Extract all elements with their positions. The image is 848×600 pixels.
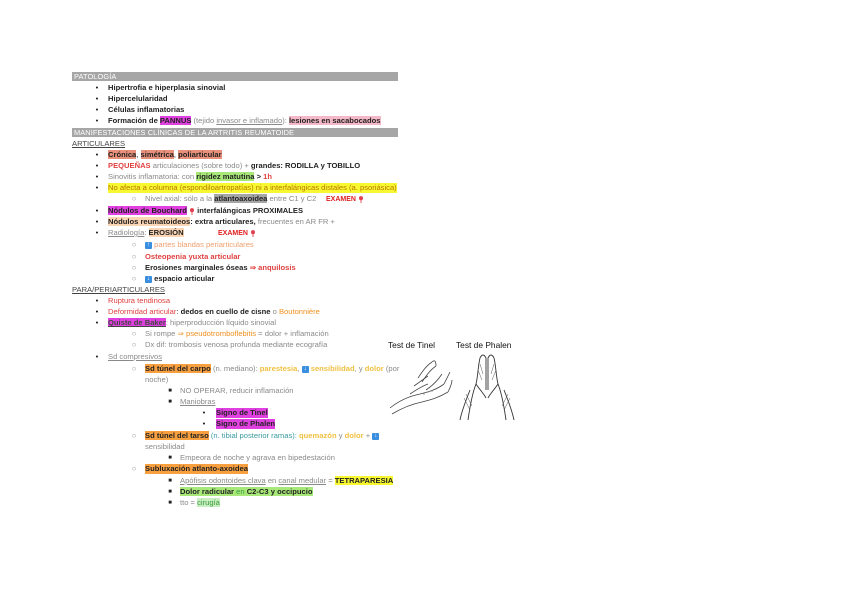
text-run: clava bbox=[247, 476, 266, 485]
text-run: : bbox=[144, 228, 149, 237]
phalen-test-illustration bbox=[456, 350, 518, 422]
highlight-phalen: Signo de Phalen bbox=[216, 419, 276, 428]
list-item-text bbox=[180, 498, 220, 508]
text-run: Radiología bbox=[108, 228, 145, 237]
text-run: frecuentes en AR FR + bbox=[255, 217, 335, 226]
subsection-title-articulares: ARTICULARES bbox=[72, 139, 126, 148]
list-item-text-cont: sensibilidad bbox=[145, 442, 185, 451]
highlight-subluxacion: Subluxación atlanto-axoidea bbox=[145, 464, 248, 473]
text-run: dolor bbox=[364, 364, 384, 373]
text-run: articulaciones (sobre todo) + bbox=[150, 161, 251, 170]
text-run: y occipucio bbox=[268, 487, 313, 496]
list-item-text bbox=[108, 116, 381, 126]
highlight-rigidez: rigidez matutina bbox=[196, 172, 255, 181]
text-run: Apófisis odontoides bbox=[180, 476, 248, 485]
list-item-text bbox=[145, 431, 379, 441]
highlight-atlantoaxoidea: atlantoaxoidea bbox=[214, 194, 268, 203]
highlight: poliarticular bbox=[178, 150, 222, 159]
tinel-test-illustration bbox=[388, 350, 454, 416]
highlight-tinel: Signo de Tinel bbox=[216, 408, 268, 417]
highlight: simétrica bbox=[140, 150, 174, 159]
text-run: en bbox=[265, 476, 279, 485]
text-run: = bbox=[326, 476, 335, 485]
text-run: anquilosis bbox=[256, 263, 296, 272]
text-run: invasor e inflamado bbox=[216, 116, 283, 125]
text-run: sensibilidad bbox=[308, 364, 355, 373]
list-item-text bbox=[108, 172, 272, 182]
list-item-text bbox=[180, 476, 393, 486]
text-run: , y bbox=[354, 364, 365, 373]
list-item-text bbox=[145, 263, 296, 273]
highlight-bouchard: Nódulos de Bouchard bbox=[108, 206, 187, 215]
highlight-pannus: PANNUS bbox=[159, 116, 192, 125]
list-item-text: Crónica, simétrica, poliarticular bbox=[108, 150, 222, 159]
text-run: espacio articular bbox=[152, 274, 215, 283]
list-item-text bbox=[145, 194, 316, 204]
pin-icon bbox=[250, 230, 256, 237]
list-item-text: Empeora de noche y agrava en bipedestación bbox=[180, 453, 335, 462]
text-run: , bbox=[297, 364, 302, 373]
text-run: : RODILLA y TOBILLO bbox=[280, 161, 361, 170]
highlight-cirugia: cirugía bbox=[197, 498, 220, 507]
text-run: (n. mediano): bbox=[210, 364, 260, 373]
list-item-text: Ruptura tendinosa bbox=[108, 296, 171, 305]
text-run: Erosiones marginales óseas bbox=[145, 263, 250, 272]
arrow-up-icon: ↑ bbox=[147, 241, 150, 248]
text-run: tto = bbox=[180, 498, 198, 507]
text-run: 1h bbox=[263, 172, 272, 181]
text-run: : extra articulares, bbox=[190, 217, 256, 226]
list-item-text bbox=[108, 307, 320, 317]
text-run: (tejido bbox=[191, 116, 217, 125]
list-item-text: Osteopenia yuxta articular bbox=[145, 252, 241, 261]
text-run: y bbox=[336, 431, 345, 440]
arrow-down-icon: ↓ bbox=[303, 365, 307, 372]
section-header-patologia: PATOLOGÍA bbox=[72, 72, 398, 81]
arrow-down-icon: ↓ bbox=[374, 432, 378, 439]
pin-icon bbox=[358, 196, 364, 203]
text-run: + bbox=[363, 431, 373, 440]
arrow-down-icon: ↓ bbox=[147, 275, 150, 282]
list-item-text: Maniobras bbox=[180, 397, 216, 406]
list-item-text bbox=[108, 217, 335, 227]
list-item-text bbox=[180, 487, 313, 497]
list-item-text bbox=[145, 274, 214, 284]
list-item-text bbox=[108, 228, 184, 238]
document-page: PATOLOGÍA • Hipertrofia e hiperplasia sinovial • Hipercelularidad • Células inflamatorias • Formación de PANNUS (tejido invasor e inflamado): lesiones en sacabocados MANIFESTACIONES CLÍNICAS DE LA ARTRITIS REUMATOIDE ARTICULARES • Crónica, simétrica, poliarticular • PEQUEÑAS articulaciones (sobre todo) + grandes: RODILLA y TOBILLO • Sinovitis inflamatoria: con rigidez matutina > 1h • No afecta a columna (espondiloartropatías) ni a interfalángicas distales (a. psoriásica) ○ Nivel axial: sólo a la atlantoaxoidea entre C1 y C2 EXAMEN • Nódulos de Bouchard interfalángicas PROXIMALES • Nódulos reumatoideos: extra articulares, frecuentes en AR FR + • Radiología: EROSIÓN EXAMEN ○ ↑ partes blandas periarticulares ○ Osteopenia yuxta articular ○ Erosiones marginales óseas ⇒ anquilosis ○ ↓ espacio articular PARA/PERIARTICULARES • Ruptura tendinosa • Deformidad articular: dedos en cuello de cisne o Boutonnière • Quiste de Baker: hiperproducción líquido sinovial ○ Si rompe ⇒ pseudotromboflebitis = dolor + inflamación ○ Dx dif: trombosis venosa profunda mediante ecografía • Sd compresivos ○ Sd túnel del carpo (n. mediano): parestesia, ↓ sensibilidad, y dolor (por noche) ■ NO OPERAR, reducir inflamación ■ Maniobras • Signo de Tinel • Signo de Phalen ○ Sd túnel del tarso (n. tibial posterior ramas): quemazón y dolor + ↓ sensibilidad ■ Empeora de noche y agrava en bipedestación ○ Subluxación atlanto-axoidea ■ Apófisis odontoides clava en canal medular = TETRAPARESIA ■ Dolor radicular en C2-C3 y occipucio ■ tto = cirugía Test de Tinel Test de Phalen bbox=[0, 0, 848, 600]
list-item-text: Hipercelularidad bbox=[108, 94, 168, 103]
text-run: partes blandas periarticulares bbox=[152, 240, 254, 249]
text-run: grandes bbox=[250, 161, 281, 170]
exam-tag bbox=[326, 194, 364, 204]
highlight-dolor-radicular: Dolor radicular bbox=[180, 487, 235, 496]
subsection-title-para-peri: PARA/PERIARTICULARES bbox=[72, 285, 165, 294]
exam-label: EXAMEN bbox=[218, 230, 248, 237]
text-run: : hiperproducción líquido sinovial bbox=[165, 318, 277, 327]
text-run: C2-C3 bbox=[246, 487, 269, 496]
list-item-text bbox=[145, 240, 254, 250]
figure-label-tinel: Test de Tinel bbox=[388, 340, 436, 350]
list-item-text: Sd compresivos bbox=[108, 352, 163, 361]
list-item-text: No afecta a columna (espondiloartropatías) ni a interfalángicas distales (a. psoriásica) bbox=[108, 183, 397, 192]
exam-label: EXAMEN bbox=[326, 196, 356, 203]
highlight-tetraparesia: TETRAPARESIA bbox=[334, 476, 394, 485]
list-item-text-cont: noche) bbox=[145, 375, 169, 384]
highlight-nodulos: Nódulos reumatoideos bbox=[108, 217, 191, 226]
highlight-tunel-tarso: Sd túnel del tarso bbox=[145, 431, 209, 440]
text-run: parestesia bbox=[259, 364, 298, 373]
highlight-tunel-carpo: Sd túnel del carpo bbox=[145, 364, 211, 373]
text-run: pseudotromboflebitis bbox=[183, 329, 257, 338]
text-run: (n. tibial posterior ramas): bbox=[208, 431, 300, 440]
list-item-text bbox=[145, 329, 329, 339]
text-run: Formación de bbox=[108, 116, 160, 125]
list-item-text: Células inflamatorias bbox=[108, 105, 185, 114]
text-run: dedos en cuello de cisne bbox=[180, 307, 271, 316]
list-item-text bbox=[108, 318, 276, 328]
text-run: Sinovitis inflamatoria: con bbox=[108, 172, 197, 181]
list-item-text bbox=[145, 364, 399, 374]
text-run: o bbox=[270, 307, 279, 316]
text-run: > bbox=[254, 172, 264, 181]
list-item-text: Hipertrofia e hiperplasia sinovial bbox=[108, 83, 226, 92]
text-run: PEQUEÑAS bbox=[108, 161, 151, 170]
figure-label-phalen: Test de Phalen bbox=[456, 340, 512, 350]
text-run: Boutonnière bbox=[278, 307, 320, 316]
list-item-text bbox=[108, 161, 360, 171]
text-run: : bbox=[176, 307, 181, 316]
text-run: Si rompe bbox=[145, 329, 178, 338]
text-run: ⇒ bbox=[177, 329, 184, 338]
text-run: (por bbox=[383, 364, 400, 373]
exam-tag bbox=[218, 228, 256, 238]
text-run: ): bbox=[282, 116, 289, 125]
text-run: = dolor + inflamación bbox=[256, 329, 329, 338]
section-header-manifestaciones: MANIFESTACIONES CLÍNICAS DE LA ARTRITIS REUMATOIDE bbox=[72, 128, 398, 137]
text-run: interfalángicas PROXIMALES bbox=[195, 206, 304, 215]
highlight-lesiones: lesiones en sacabocados bbox=[288, 116, 381, 125]
text-run: ⇒ bbox=[249, 263, 257, 272]
list-item-text: NO OPERAR, reducir inflamación bbox=[180, 386, 294, 395]
text-run: dolor bbox=[344, 431, 364, 440]
text-run: quemazón bbox=[299, 431, 337, 440]
text-run: canal medular bbox=[278, 476, 327, 485]
highlight-quiste: Quiste de Baker bbox=[108, 318, 166, 327]
text-run: Deformidad articular bbox=[108, 307, 177, 316]
text-run: entre C1 y C2 bbox=[267, 194, 317, 203]
list-item-text: Dx dif: trombosis venosa profunda mediante ecografía bbox=[145, 340, 328, 349]
text-run: en bbox=[234, 487, 247, 496]
list-item-text bbox=[108, 206, 303, 216]
highlight: Crónica bbox=[108, 150, 137, 159]
highlight-erosion: EROSIÓN bbox=[148, 228, 184, 237]
text-run: Nivel axial: sólo a la bbox=[145, 194, 215, 203]
